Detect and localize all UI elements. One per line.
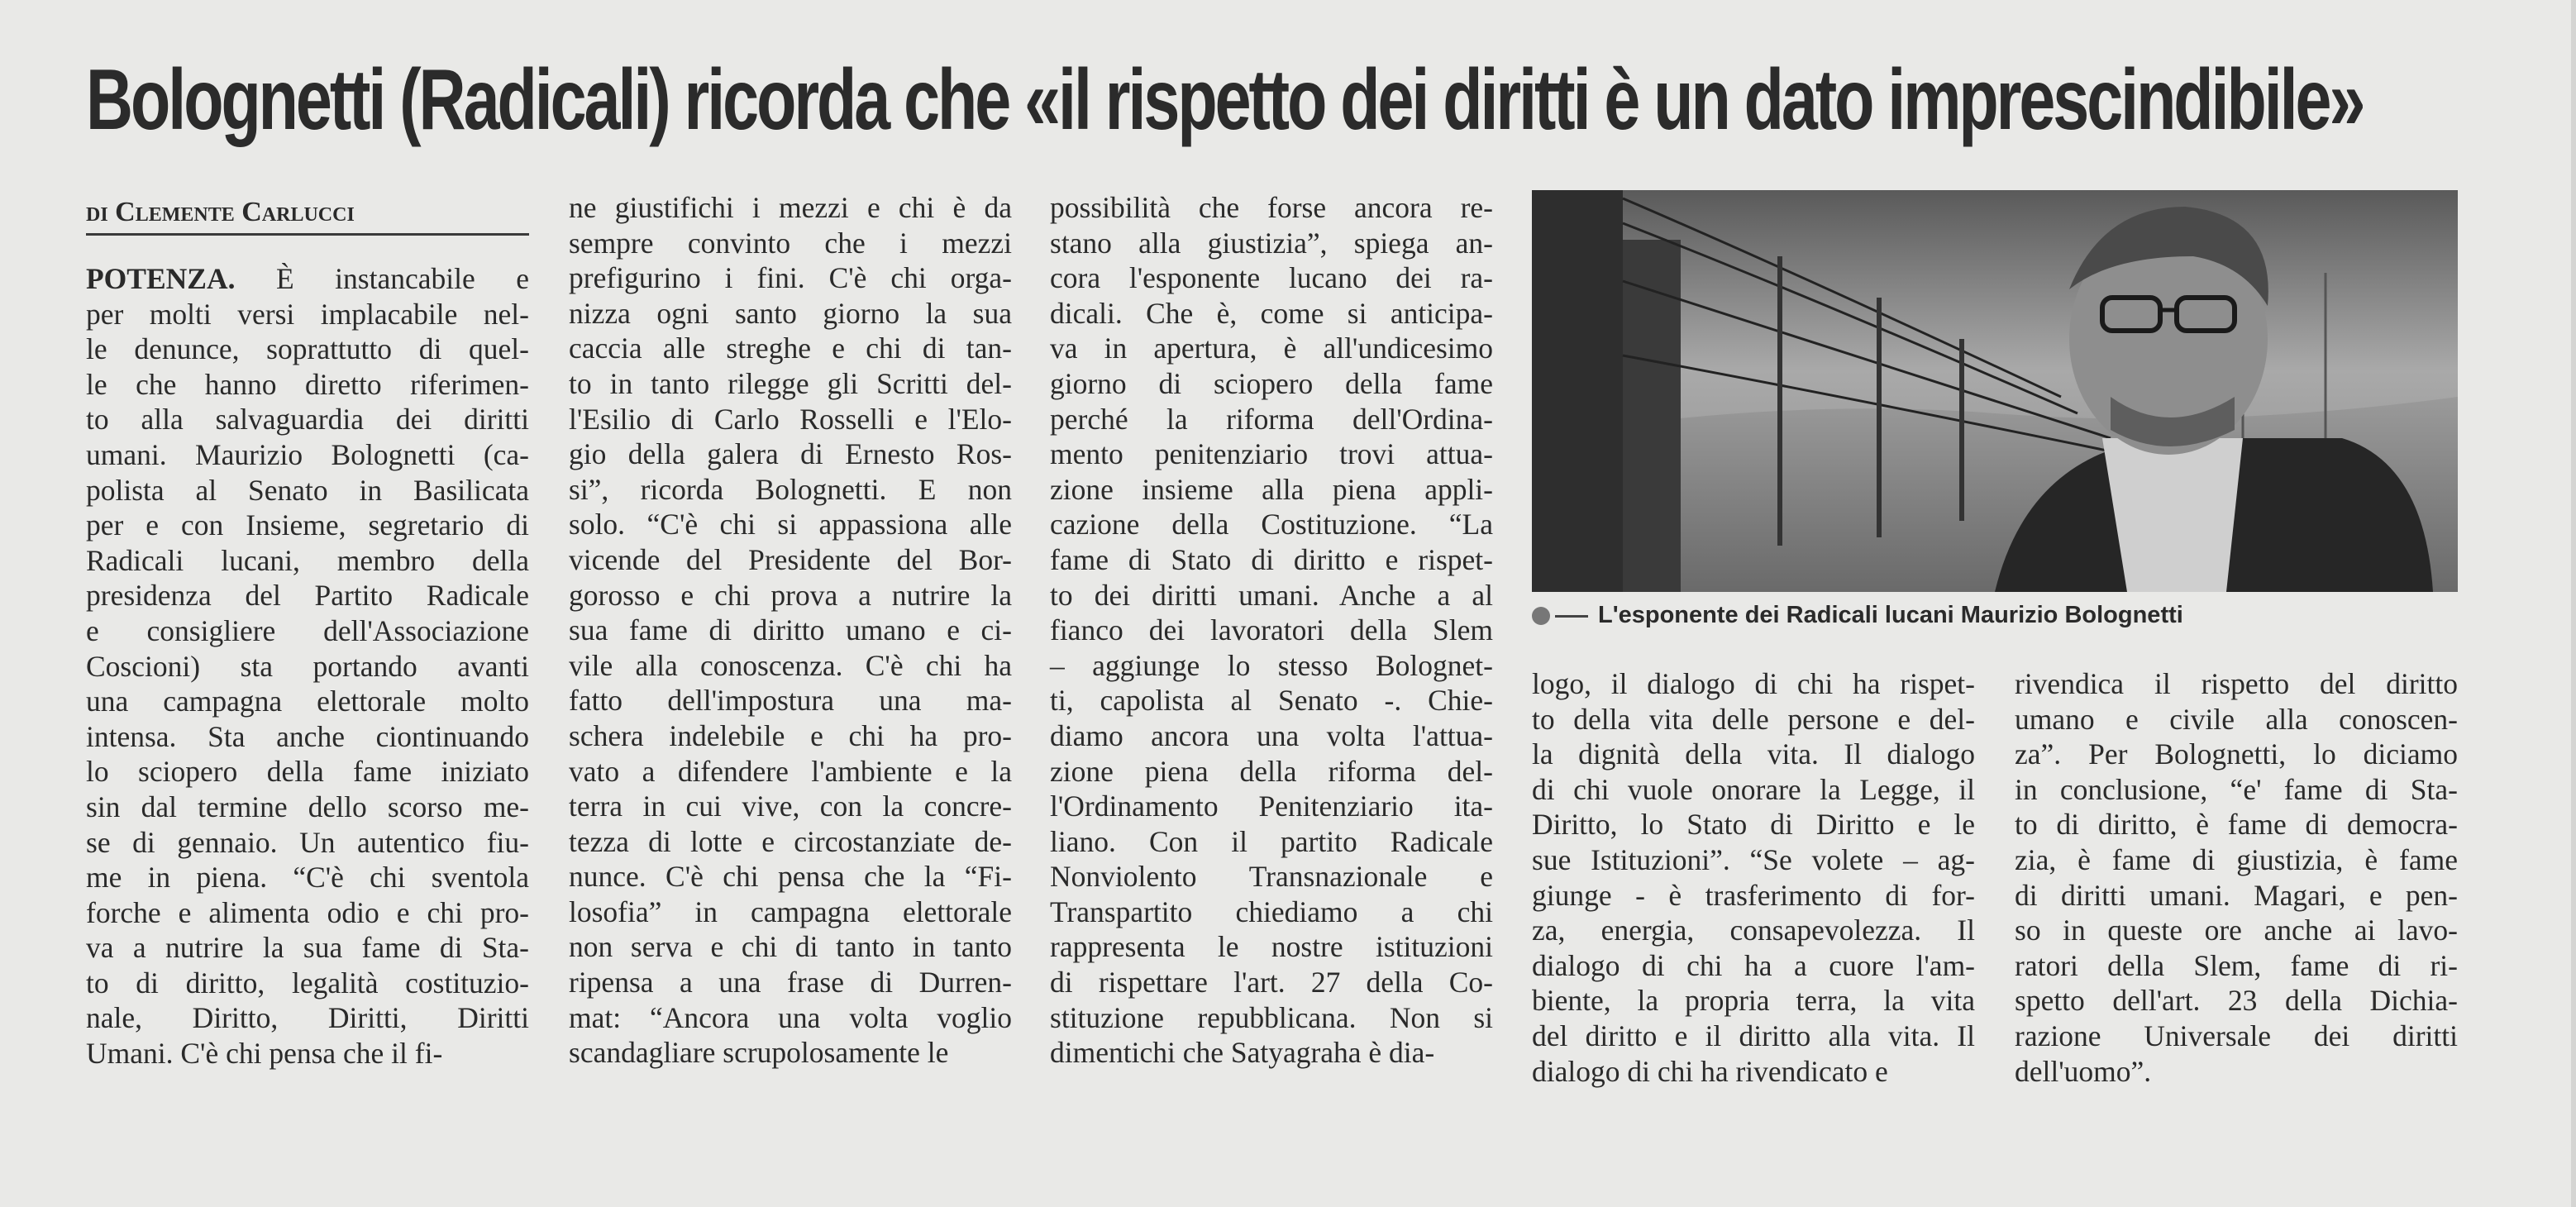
column-2-line: l'Esilio di Carlo Rosselli e l'Elo- — [569, 402, 1012, 436]
column-3-line: stano alla giustizia”, spiega an- — [1050, 226, 1493, 260]
column-3-line: va in apertura, è all'undicesimo — [1050, 332, 1493, 365]
column-5-line: ratori della Slem, fame di ri- — [2015, 948, 2458, 982]
column-1-line: le che hanno diretto riferimen- — [86, 367, 529, 401]
column-4-line: to della vita delle persone e del- — [1532, 702, 1975, 736]
column-5-line: to di diritto, è fame di democra- — [2015, 808, 2458, 842]
column-4-line: logo, il dialogo di chi ha rispet- — [1532, 667, 1975, 700]
article-column-3 — [1050, 190, 1493, 1071]
caption-bullet-icon — [1532, 607, 1550, 625]
caption-dash — [1555, 615, 1588, 618]
column-1-line: me in piena. “C'è chi sventola — [86, 861, 529, 895]
column-3-line: ti, capolista al Senato -. Chie- — [1050, 684, 1493, 718]
column-2-line: nizza ogni santo giorno la sua — [569, 296, 1012, 330]
column-2-line: sua fame di diritto umano e ci- — [569, 613, 1012, 647]
column-4-line: del diritto e il diritto alla vita. Il — [1532, 1019, 1975, 1052]
column-5-line: di diritti umani. Magari, e pen- — [2015, 878, 2458, 912]
column-1-line: to alla salvaguardia dei diritti — [86, 403, 529, 437]
column-2-line: gorosso e chi prova a nutrire la — [569, 578, 1012, 612]
column-2-line: to in tanto rilegge gli Scritti del- — [569, 366, 1012, 400]
column-2-line: prefigurino i fini. C'è chi orga- — [569, 261, 1012, 295]
article-column-1 — [86, 261, 529, 1071]
column-3-line: liano. Con il partito Radicale — [1050, 824, 1493, 858]
column-5-line: umano e civile alla conoscen- — [2015, 702, 2458, 736]
column-1-line: Radicali lucani, membro della — [86, 543, 529, 577]
column-1-line: e consigliere dell'Associazione — [86, 613, 529, 647]
column-4-line: giunge - è trasferimento di for- — [1532, 878, 1975, 912]
column-5-line: rivendica il rispetto del diritto — [2015, 667, 2458, 700]
column-3-line: Nonviolento Transnazionale e — [1050, 860, 1493, 894]
column-1-line: una campagna elettorale molto — [86, 685, 529, 718]
column-1-line: per e con Insieme, segretario di — [86, 508, 529, 542]
column-4-line: dialogo di chi ha rivendicato e — [1532, 1054, 1888, 1088]
article-column-4 — [1532, 666, 1975, 1089]
column-1-line: Coscioni) sta portando avanti — [86, 649, 529, 683]
column-5-line: in conclusione, “e' fame di Sta- — [2015, 772, 2458, 806]
column-1-line: to di diritto, legalità costituzio- — [86, 966, 529, 999]
column-4-line: biente, la propria terra, la vita — [1532, 984, 1975, 1018]
column-3-line: zione piena della riforma del- — [1050, 754, 1493, 788]
column-5-line: zia, è fame di giustizia, è fame — [2015, 842, 2458, 876]
column-3-line: dimentichi che Satyagraha è dia- — [1050, 1036, 1435, 1070]
column-2-line: caccia alle streghe e chi di tan- — [569, 332, 1012, 365]
column-2-line: scandagliare scrupolosamente le — [569, 1036, 949, 1070]
column-3-line: diamo ancora una volta l'attua- — [1050, 718, 1493, 752]
column-2-line: ripensa a una frase di Durren- — [569, 966, 1012, 999]
article-byline: di Clemente Carlucci — [86, 197, 355, 227]
article-headline: Bolognetti (Radicali) ricorda che «il rispetto dei diritti è un dato imprescindibile» — [86, 52, 2364, 148]
article-column-2 — [569, 190, 1012, 1071]
column-3-line: di rispettare l'art. 27 della Co- — [1050, 966, 1493, 999]
column-2-line: si”, ricorda Bolognetti. E non — [569, 472, 1012, 506]
column-3-line: cazione della Costituzione. “La — [1050, 508, 1493, 541]
column-2-line: nunce. C'è chi pensa che la “Fi- — [569, 860, 1012, 894]
column-1-line: presidenza del Partito Radicale — [86, 579, 529, 613]
column-3-line: possibilità che forse ancora re- — [1050, 191, 1493, 224]
column-3-line: giorno di sciopero della fame — [1050, 366, 1493, 400]
page-edge — [2571, 0, 2576, 1207]
column-5-line: spetto dell'art. 23 della Dichia- — [2015, 984, 2458, 1018]
column-5-line: razione Universale dei diritti — [2015, 1019, 2458, 1052]
column-3-line: l'Ordinamento Penitenziario ita- — [1050, 790, 1493, 823]
column-2-line: tezza di lotte e circostanziate de- — [569, 824, 1012, 858]
column-2-line: fatto dell'impostura una ma- — [569, 684, 1012, 718]
column-2-line: vato a difendere l'ambiente e la — [569, 754, 1012, 788]
column-2-line: solo. “C'è chi si appassiona alle — [569, 508, 1012, 541]
article-dateline: POTENZA. — [86, 262, 236, 295]
column-2-line: vicende del Presidente del Bor- — [569, 542, 1012, 576]
column-4-line: la dignità della vita. Il dialogo — [1532, 737, 1975, 771]
column-1-line: nale, Diritto, Diritti, Diritti — [86, 1001, 529, 1035]
column-3-line: stituzione repubblicana. Non si — [1050, 1000, 1493, 1034]
column-1-line: polista al Senato in Basilicata — [86, 473, 529, 507]
column-1-line: se di gennaio. Un autentico fiu- — [86, 825, 529, 859]
column-1-line: POTENZA. È instancabile e — [86, 262, 529, 295]
column-3-line: Transpartito chiediamo a chi — [1050, 895, 1493, 928]
column-1-line: forche e alimenta odio e chi pro- — [86, 895, 529, 929]
column-4-line: sue Istituzioni”. “Se volete – ag- — [1532, 842, 1975, 876]
column-3-line: fianco dei lavoratori della Slem — [1050, 613, 1493, 647]
column-2-line: sempre convinto che i mezzi — [569, 226, 1012, 260]
column-5-line: dell'uomo”. — [2015, 1054, 2152, 1088]
column-1-line: per molti versi implacabile nel- — [86, 297, 529, 331]
byline-rule — [86, 233, 529, 236]
column-3-line: cora l'esponente lucano dei ra- — [1050, 261, 1493, 295]
column-1-line: umani. Maurizio Bolognetti (ca- — [86, 437, 529, 471]
column-3-line: mento penitenziario trovi attua- — [1050, 437, 1493, 471]
column-2-line: vile alla conoscenza. C'è chi ha — [569, 648, 1012, 682]
column-4-line: dialogo di chi ha a cuore l'am- — [1532, 948, 1975, 982]
column-4-line: za, energia, consapevolezza. Il — [1532, 914, 1975, 947]
column-3-line: dicali. Che è, come si anticipa- — [1050, 296, 1493, 330]
column-1-line: sin dal termine dello scorso me- — [86, 790, 529, 823]
column-3-line: – aggiunge lo stesso Bolognet- — [1050, 648, 1493, 682]
column-5-line: so in queste ore anche ai lavo- — [2015, 914, 2458, 947]
column-1-line: lo sciopero della fame iniziato — [86, 755, 529, 789]
column-3-line: perché la riforma dell'Ordina- — [1050, 402, 1493, 436]
column-3-line: fame di Stato di diritto e rispet- — [1050, 542, 1493, 576]
column-2-line: losofia” in campagna elettorale — [569, 895, 1012, 928]
column-2-line: schera indelebile e chi ha pro- — [569, 718, 1012, 752]
column-3-line: zione insieme alla piena appli- — [1050, 472, 1493, 506]
column-3-line: to dei diritti umani. Anche a al — [1050, 578, 1493, 612]
column-2-line: terra in cui vive, con la concre- — [569, 790, 1012, 823]
photo-caption — [1532, 602, 2183, 629]
column-2-line: ne giustifichi i mezzi e chi è da — [569, 191, 1012, 224]
column-2-line: mat: “Ancora una volta voglio — [569, 1000, 1012, 1034]
column-2-line: non serva e chi di tanto in tanto — [569, 930, 1012, 964]
column-1-line: le denunce, soprattutto di quel- — [86, 332, 529, 366]
photo-image — [1532, 190, 2458, 592]
column-1-line: va a nutrire la sua fame di Sta- — [86, 931, 529, 965]
column-5-line: za”. Per Bolognetti, lo diciamo — [2015, 737, 2458, 771]
article-column-5 — [2015, 666, 2458, 1089]
column-1-line: intensa. Sta anche ciontinuando — [86, 719, 529, 753]
column-4-line: Diritto, lo Stato di Diritto e le — [1532, 808, 1975, 842]
column-2-line: gio della galera di Ernesto Ros- — [569, 437, 1012, 471]
column-4-line: di chi vuole onorare la Legge, il — [1532, 772, 1975, 806]
column-1-line: Umani. C'è chi pensa che il fi- — [86, 1037, 443, 1071]
article-photo — [1532, 190, 2458, 592]
column-3-line: rappresenta le nostre istituzioni — [1050, 930, 1493, 964]
caption-text: L'esponente dei Radicali lucani Maurizio Bolognetti — [1598, 602, 2183, 628]
